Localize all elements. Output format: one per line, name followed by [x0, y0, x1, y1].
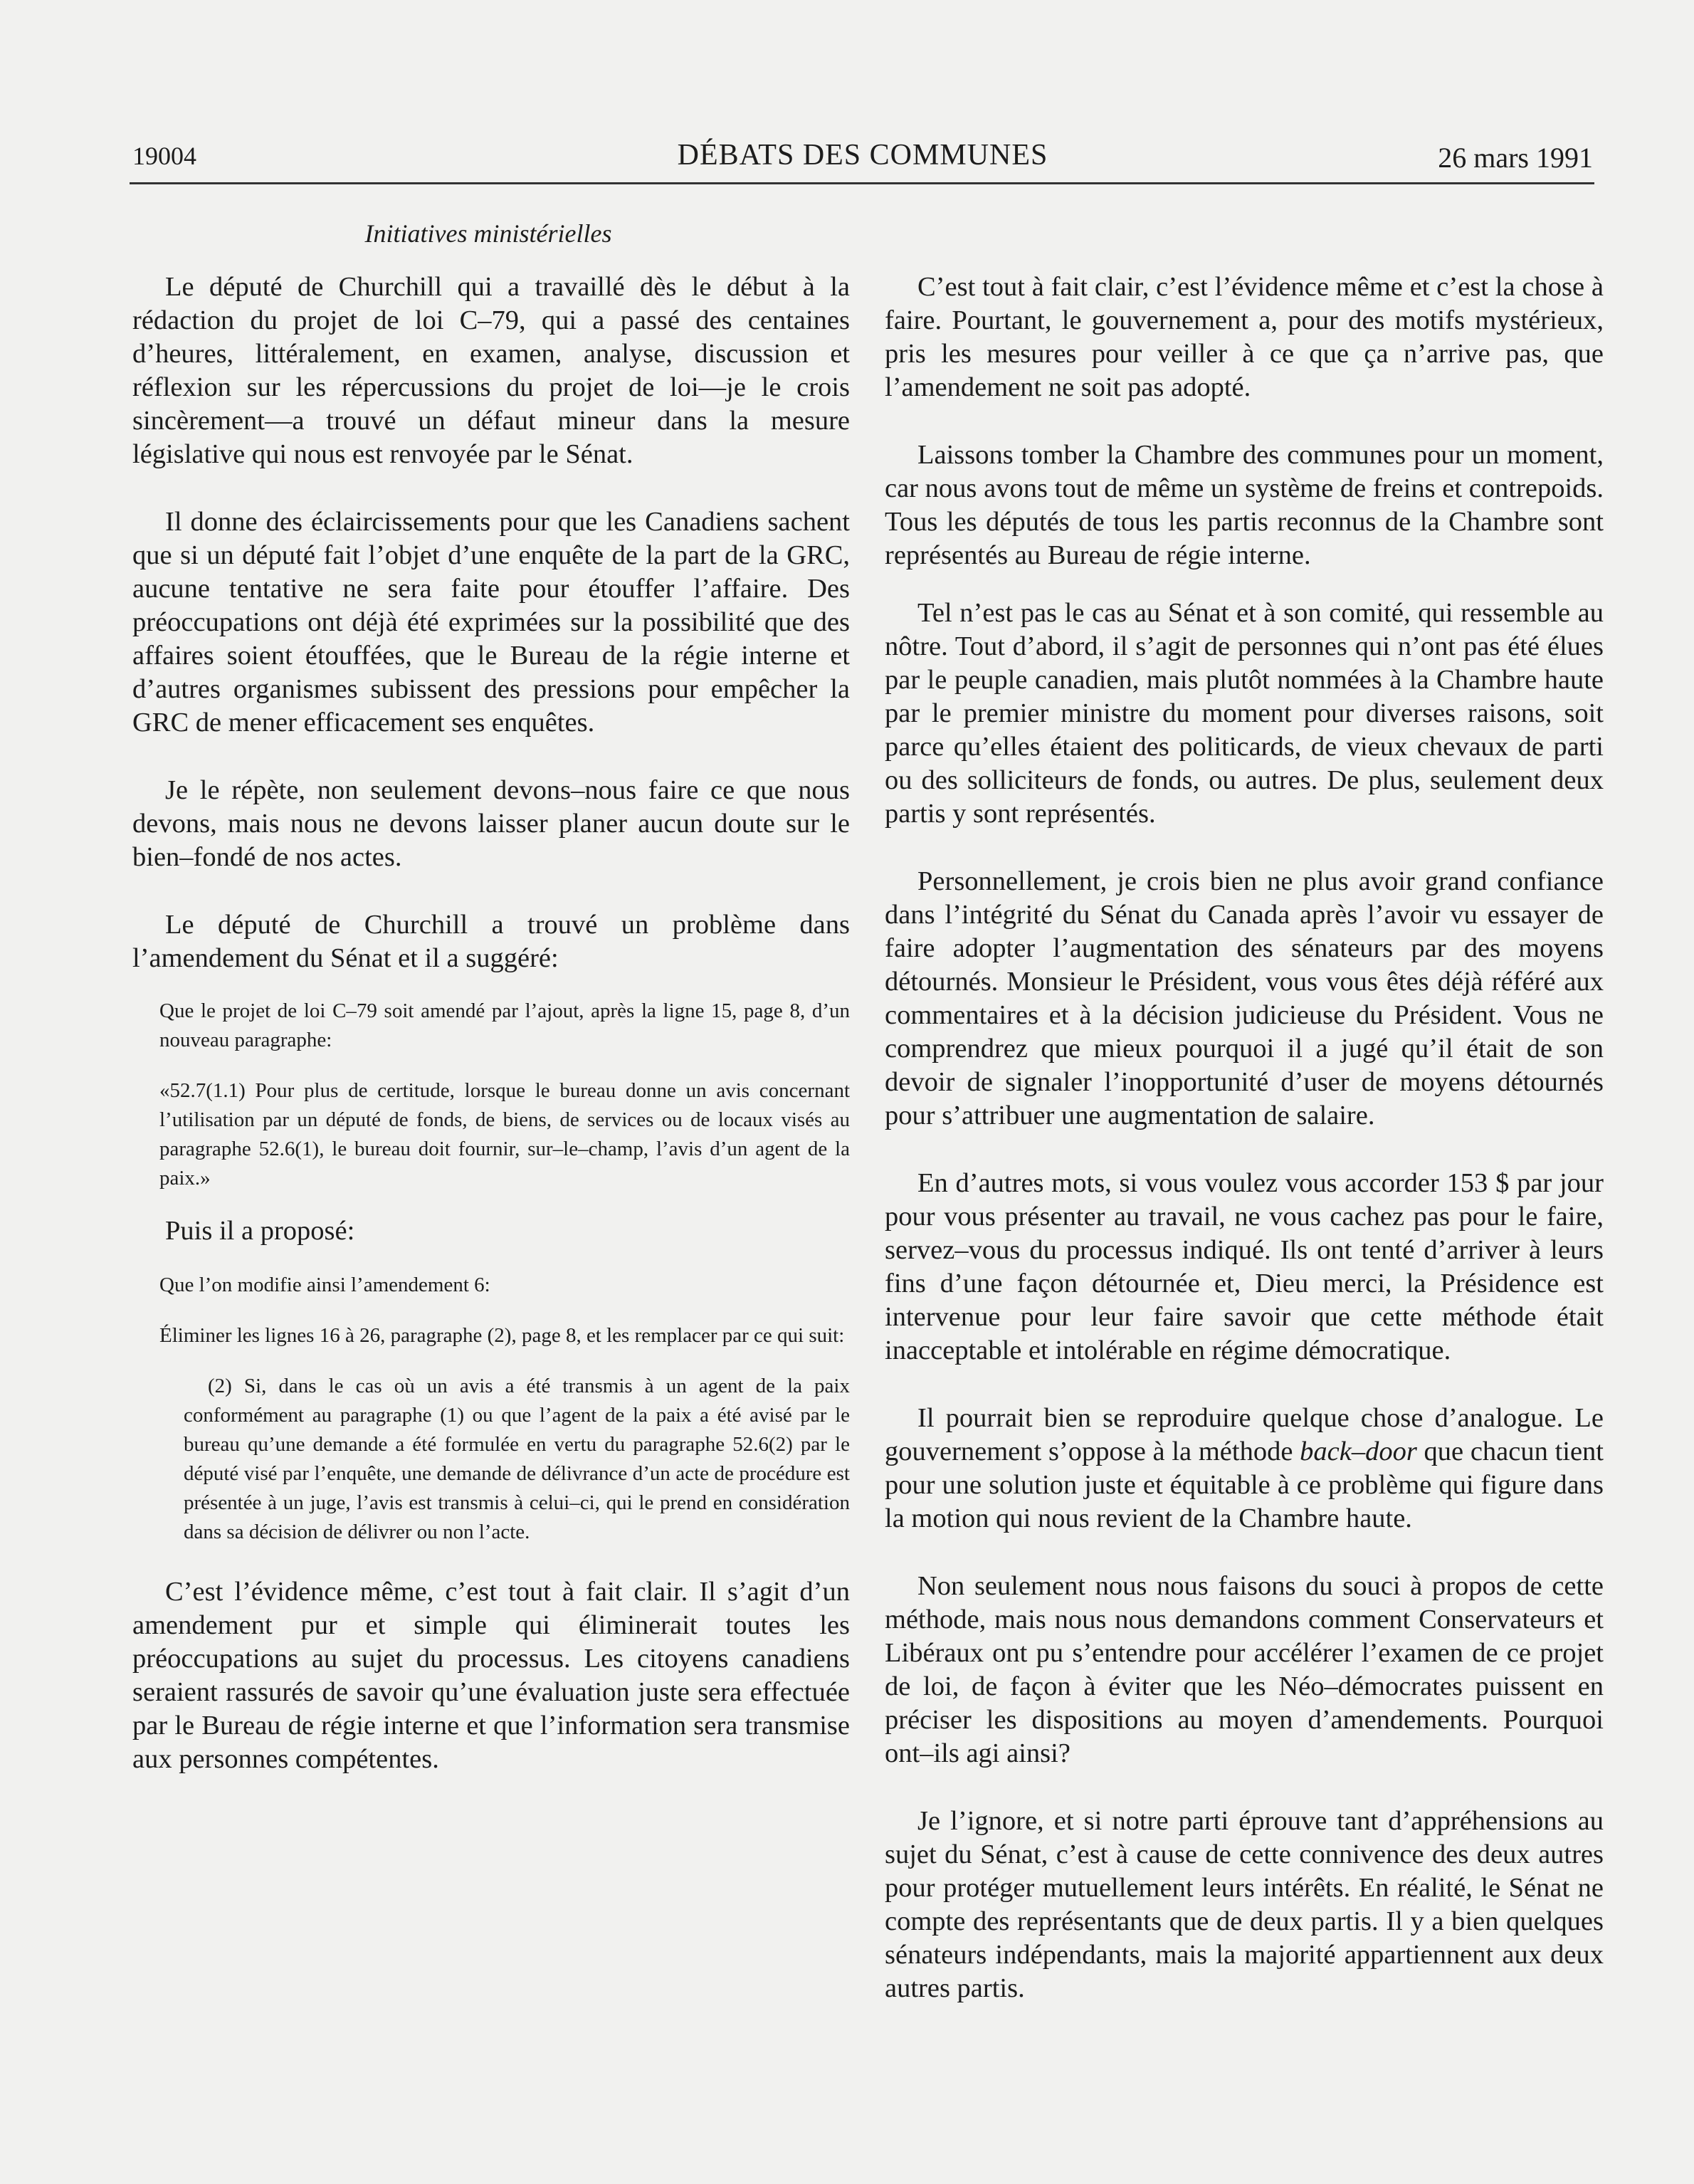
paragraph: Non seulement nous nous faisons du souci à propos de cette méthode, mais nous nous demandons comment Conservateurs et Libéraux ont pu s’entendre pour accélérer l’examen de ce projet de loi, de façon à éviter que les Néo–démocrates puissent en préciser les dispositions au moyen d’amendements. Pourquoi ont–ils agi ainsi?	[885, 1571, 1604, 1768]
section-title: Initiatives ministérielles	[364, 219, 612, 248]
paragraph	[885, 1402, 1604, 1535]
quoted-motion: Que l’on modifie ainsi l’amendement 6:	[159, 1274, 490, 1296]
quoted-motion: Que le projet de loi C–79 soit amendé par l’ajout, après la ligne 15, page 8, d’un nouveau paragraphe:	[159, 999, 850, 1051]
paragraph: Le député de Churchill a trouvé un problème dans l’amendement du Sénat et il a suggéré:	[132, 910, 850, 973]
quoted-amendment-text: «52.7(1.1) Pour plus de certitude, lorsque le bureau donne un avis concernant l’utilisation par un député de fonds, de biens, de services ou de locaux visés au paragraphe 52.6(1), le bureau doit fournir, sur–le–champ, l’avis d’un agent de la paix.»	[159, 1079, 850, 1190]
page-header	[132, 141, 1593, 184]
paragraph-text: Il pourrait bien se reproduire quelque chose d’analogue. Le gouvernement s’oppose à la méthode	[885, 1403, 1604, 1466]
left-column	[132, 271, 850, 1810]
paragraph: Je le répète, non seulement devons–nous faire ce que nous devons, mais nous ne devons laisser planer aucun doute sur le bien–fondé de nos actes.	[132, 775, 850, 872]
emphasized-term: back–door	[1300, 1437, 1417, 1466]
paragraph: Personnellement, je crois bien ne plus avoir grand confiance dans l’intégrité du Sénat du Canada après l’avoir vu essayer de faire adopter l’augmentation des sénateurs par des moyens détournés. Monsieur le Président, vous vous êtes déjà référé aux commentaires et à la décision judicieuse du Président. Vous ne comprendrez que mieux pourquoi il a jugé qu’il était de son devoir de signaler l’inopportunité d’user de moyens détournés pour s’attribuer une augmentation de salaire.	[885, 866, 1604, 1130]
paragraph: En d’autres mots, si vous voulez vous accorder 153 $ par jour pour vous présenter au travail, ne vous cachez pas pour le faire, servez–vous du processus indiqué. Ils ont tenté d’arriver à leurs fins d’une façon détournée et, Dieu merci, la Présidence est intervenue pour leur faire savoir que cette méthode était inacceptable et intolérable en régime démocratique.	[885, 1168, 1604, 1365]
publication-title: DÉBATS DES COMMUNES	[677, 139, 1048, 172]
right-column	[885, 271, 1604, 2039]
paragraph: Tel n’est pas le cas au Sénat et à son comité, qui ressemble au nôtre. Tout d’abord, il s’agit de personnes qui n’ont pas été élues par le peuple canadien, mais plutôt nommées à la Chambre haute par le premier ministre du moment pour diverses raisons, soit parce qu’elles étaient des politicards, de vieux chevaux de parti ou des solliciteurs de fonds, ou autres. De plus, seulement deux partis y sont représentés.	[885, 598, 1604, 829]
quoted-amendment-text: (2) Si, dans le cas où un avis a été transmis à un agent de la paix conformément au paragraphe (1) ou que l’agent de la paix a été avisé par le bureau qu’une demande a été formulée en vertu du paragraphe 52.6(2) par le député visé par l’enquête, une demande de délivrance d’un acte de procédure est présentée à un juge, l’avis est transmis à celui–ci, qui le prend en considération dans sa décision de délivrer ou non l’acte.	[184, 1375, 850, 1543]
paragraph: C’est l’évidence même, c’est tout à fait clair. Il s’agit d’un amendement pur et simple qui éliminerait toutes les préoccupations au sujet du processus. Les citoyens canadiens seraient rassurés de savoir qu’une évaluation juste sera effectuée par le Bureau de régie interne et que l’information sera transmise aux personnes compétentes.	[132, 1577, 850, 1774]
paragraph-text: que chacun tient pour une solution juste et équitable à ce problème qui figure dans la motion qui nous revient de la Chambre haute.	[885, 1437, 1604, 1533]
publication-date: 26 mars 1991	[1438, 142, 1593, 174]
page-number: 19004	[132, 142, 196, 170]
header-rule	[130, 182, 1594, 184]
paragraph: Puis il a proposé:	[165, 1216, 355, 1246]
paragraph: Il donne des éclaircissements pour que les Canadiens sachent que si un député fait l’objet d’une enquête de la part de la GRC, aucune tentative ne sera faite pour étouffer l’affaire. Des préoccupations ont déjà été exprimées sur la possibilité que des affaires soient étouffées, que le Bureau de la régie interne et d’autres organismes subissent des pressions pour empêcher la GRC de mener efficacement ses enquêtes.	[132, 507, 850, 737]
paragraph: Je l’ignore, et si notre parti éprouve tant d’appréhensions au sujet du Sénat, c’est à cause de cette connivence des deux autres pour protéger mutuellement leurs intérêts. En réalité, le Sénat ne compte des représentants que de deux partis. Il y a bien quelques sénateurs indépendants, mais la majorité appartiennent aux deux autres partis.	[885, 1806, 1604, 2003]
paragraph: Le député de Churchill qui a travaillé dès le début à la rédaction du projet de loi C–79, qui a passé des centaines d’heures, littéralement, en examen, analyse, discussion et réflexion sur les répercussions du projet de loi—je le crois sincèrement—a trouvé un défaut mineur dans la mesure législative qui nous est renvoyée par le Sénat.	[132, 272, 850, 469]
paragraph: Laissons tomber la Chambre des communes pour un moment, car nous avons tout de même un système de freins et contrepoids. Tous les députés de tous les partis reconnus de la Chambre sont représentés au Bureau de régie interne.	[885, 440, 1604, 570]
quoted-motion: Éliminer les lignes 16 à 26, paragraphe (2), page 8, et les remplacer par ce qui suit:	[159, 1324, 845, 1347]
paragraph: C’est tout à fait clair, c’est l’évidence même et c’est la chose à faire. Pourtant, le gouvernement a, pour des motifs mystérieux, pris les mesures pour veiller à ce que ça n’arrive pas, que l’amendement ne soit pas adopté.	[885, 272, 1604, 402]
